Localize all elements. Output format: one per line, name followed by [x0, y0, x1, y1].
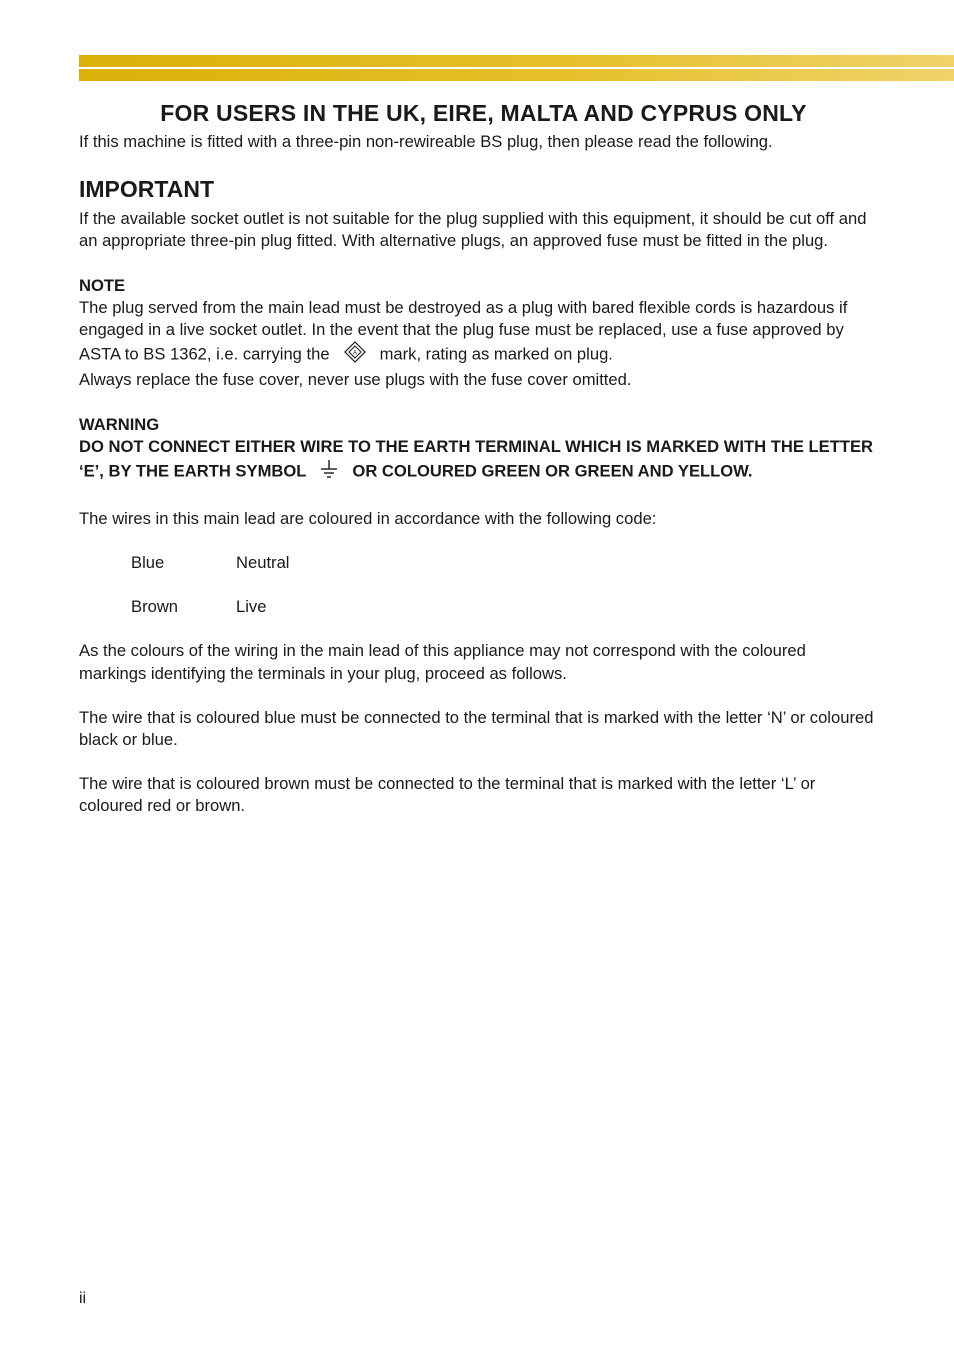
header-accent-band-bottom [79, 69, 954, 81]
wire-colour-code-table [79, 552, 874, 618]
wire-colour: Brown [131, 597, 179, 617]
note-paragraph-line2: Always replace the fuse cover, never use plugs with the fuse cover omitted. [79, 370, 632, 390]
wires-paragraph-1: As the colours of the wiring in the main lead of this appliance may not correspond with the coloured markings identifying the terminals in your plug, proceed as follows. [79, 641, 806, 683]
note-text-after-symbol: mark, rating as marked on plug. [379, 344, 613, 364]
asta-mark-icon [344, 341, 366, 369]
header-accent-band-top [79, 55, 954, 67]
warning-text-after-symbol: OR COLOURED GREEN OR GREEN AND YELLOW. [352, 461, 753, 481]
wire-colour: Blue [131, 553, 165, 573]
page-number: ii [79, 1290, 87, 1307]
wire-code-row [79, 596, 874, 618]
wires-intro: The wires in this main lead are coloured in accordance with the following code: [79, 509, 657, 529]
note-text-before-symbol: The plug served from the main lead must be destroyed as a plug with bared flexible cords is hazardous if engaged in a live socket outlet. In the event that the plug fuse must be replaced, use a fuse approved by ASTA to BS 1362, i.e. carrying the [79, 297, 848, 364]
note-section [79, 275, 874, 392]
wire-code-row [79, 552, 874, 574]
intro-paragraph: If this machine is fitted with a three-pin non-rewireable BS plug, then please read the following. [79, 132, 773, 151]
wire-meaning: Live [236, 597, 267, 617]
note-paragraph [79, 297, 874, 370]
wires-paragraph-3: The wire that is coloured brown must be connected to the terminal that is marked with the letter ‘L’ or coloured red or brown. [79, 774, 816, 816]
wire-meaning: Neutral [236, 553, 290, 573]
note-heading: NOTE [79, 275, 126, 295]
svg-text:A: A [352, 350, 357, 357]
important-paragraph: If the available socket outlet is not suitable for the plug supplied with this equipment, it should be cut off and an appropriate three-pin plug fitted. With alternative plugs, an approved fuse must be fitted in the plug. [79, 209, 867, 251]
wires-paragraph-2: The wire that is coloured blue must be connected to the terminal that is marked with the letter ‘N’ or coloured black or blue. [79, 707, 874, 750]
page-title: FOR USERS IN THE UK, EIRE, MALTA AND CYPRUS ONLY [160, 100, 807, 126]
warning-paragraph [79, 436, 874, 486]
warning-section [79, 414, 874, 487]
warning-text-before-symbol: DO NOT CONNECT EITHER WIRE TO THE EARTH TERMINAL WHICH IS MARKED WITH THE LETTER ‘E’, BY THE EARTH SYMBOL [79, 436, 874, 481]
page-content [79, 98, 874, 818]
earth-symbol-icon [320, 458, 338, 486]
important-heading: IMPORTANT [79, 176, 215, 203]
warning-heading: WARNING [79, 414, 160, 434]
